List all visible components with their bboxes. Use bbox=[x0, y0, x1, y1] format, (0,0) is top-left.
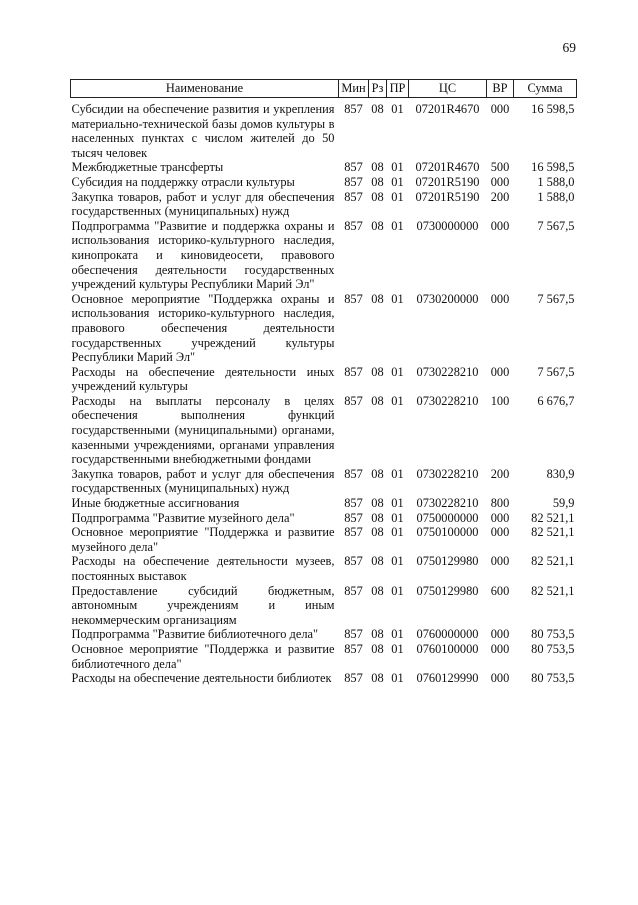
cell-cs: 0760000000 bbox=[416, 627, 479, 642]
cell-min: 857 bbox=[344, 160, 363, 175]
cell-pr: 01 bbox=[391, 627, 404, 642]
cell-min: 857 bbox=[344, 393, 363, 408]
cell-sum: 1 588,0 bbox=[537, 189, 575, 204]
cell-name: Основное мероприятие "Поддержка и развитие библиотечного дела" bbox=[71, 641, 335, 671]
cell-vr: 000 bbox=[490, 627, 510, 642]
cell-pr: 01 bbox=[391, 510, 404, 525]
cell-pr: 01 bbox=[391, 102, 404, 116]
cell-min: 857 bbox=[344, 364, 363, 379]
cell-pr: 01 bbox=[391, 218, 404, 233]
cell-pr: 01 bbox=[391, 641, 404, 656]
cell-pr: 01 bbox=[391, 174, 404, 189]
cell-rz: 08 bbox=[371, 393, 384, 408]
cell-name: Подпрограмма "Развитие музейного дела" bbox=[71, 510, 295, 525]
table-row bbox=[71, 190, 577, 219]
cell-pr: 01 bbox=[391, 671, 404, 686]
cell-min: 857 bbox=[344, 189, 363, 204]
table-row bbox=[71, 584, 577, 628]
cell-sum: 80 753,5 bbox=[531, 641, 575, 656]
cell-pr: 01 bbox=[391, 466, 404, 481]
cell-name: Подпрограмма "Развитие библиотечного дела" bbox=[71, 627, 319, 642]
header-rz: Рз bbox=[369, 80, 387, 98]
cell-min: 857 bbox=[344, 554, 363, 569]
cell-name: Расходы на обеспечение деятельности музеев, постоянных выставок bbox=[71, 554, 335, 583]
cell-pr: 01 bbox=[391, 393, 404, 408]
cell-vr: 800 bbox=[490, 496, 510, 511]
cell-name: Субсидии на обеспечение развития и укрепления материально-технической базы домов культуры в населенных пунктах с числом жителей до 50 тысяч человек bbox=[71, 102, 335, 160]
cell-name: Закупка товаров, работ и услуг для обеспечения государственных (муниципальных) нужд bbox=[71, 466, 335, 496]
cell-sum: 7 567,5 bbox=[537, 218, 575, 233]
header-pr: ПР bbox=[387, 80, 409, 98]
cell-sum: 16 598,5 bbox=[531, 160, 575, 175]
header-name: Наименование bbox=[71, 80, 339, 98]
cell-name: Субсидия на поддержку отрасли культуры bbox=[71, 174, 295, 189]
header-min: Мин bbox=[339, 80, 369, 98]
table-row bbox=[71, 671, 577, 686]
cell-cs: 0730228210 bbox=[416, 466, 479, 481]
cell-rz: 08 bbox=[371, 160, 384, 175]
cell-vr: 200 bbox=[490, 466, 510, 481]
table-row bbox=[71, 160, 577, 175]
cell-pr: 01 bbox=[391, 496, 404, 511]
cell-vr: 500 bbox=[490, 160, 510, 175]
cell-cs: 07201R4670 bbox=[415, 102, 480, 116]
cell-vr: 000 bbox=[490, 364, 510, 379]
table-row bbox=[71, 627, 577, 642]
cell-vr: 000 bbox=[490, 525, 510, 540]
cell-rz: 08 bbox=[371, 525, 384, 540]
cell-sum: 80 753,5 bbox=[531, 627, 575, 642]
cell-sum: 7 567,5 bbox=[537, 291, 575, 306]
table-row bbox=[71, 98, 577, 161]
cell-rz: 08 bbox=[371, 466, 384, 481]
cell-sum: 59,9 bbox=[552, 496, 575, 511]
cell-min: 857 bbox=[344, 641, 363, 656]
cell-cs: 0730228210 bbox=[416, 364, 479, 379]
cell-min: 857 bbox=[344, 671, 363, 686]
cell-rz: 08 bbox=[371, 102, 384, 116]
cell-name: Расходы на обеспечение деятельности иных учреждений культуры bbox=[71, 364, 335, 394]
cell-sum: 7 567,5 bbox=[537, 364, 575, 379]
cell-pr: 01 bbox=[391, 291, 404, 306]
cell-vr: 100 bbox=[490, 393, 510, 408]
cell-rz: 08 bbox=[371, 554, 384, 569]
cell-sum: 16 598,5 bbox=[531, 102, 575, 116]
table-row bbox=[71, 496, 577, 511]
cell-rz: 08 bbox=[371, 364, 384, 379]
table-row bbox=[71, 219, 577, 292]
cell-pr: 01 bbox=[391, 364, 404, 379]
table-row bbox=[71, 292, 577, 365]
cell-vr: 000 bbox=[490, 218, 510, 233]
cell-pr: 01 bbox=[391, 525, 404, 540]
page-number: 69 bbox=[562, 40, 576, 55]
table-row bbox=[71, 467, 577, 496]
cell-cs: 0730228210 bbox=[416, 496, 479, 511]
cell-name: Подпрограмма "Развитие и поддержка охраны и использования историко-культурного наследия, кинопроката и киновидеосети, правового обеспечения деятельности государственных учреждений культуры Республики Марий Эл" bbox=[71, 218, 335, 292]
cell-vr: 600 bbox=[490, 583, 510, 598]
cell-cs: 07201R5190 bbox=[415, 174, 480, 189]
cell-vr: 000 bbox=[490, 554, 510, 569]
cell-sum: 80 753,5 bbox=[531, 671, 575, 686]
cell-sum: 6 676,7 bbox=[537, 393, 575, 408]
cell-cs: 0760129990 bbox=[416, 671, 479, 686]
cell-min: 857 bbox=[344, 102, 363, 116]
cell-rz: 08 bbox=[371, 291, 384, 306]
table-body bbox=[71, 98, 577, 686]
cell-pr: 01 bbox=[391, 189, 404, 204]
cell-cs: 0730200000 bbox=[416, 291, 479, 306]
cell-min: 857 bbox=[344, 291, 363, 306]
cell-name: Основное мероприятие "Поддержка и развитие музейного дела" bbox=[71, 525, 335, 554]
cell-vr: 000 bbox=[490, 641, 510, 656]
table-header bbox=[71, 80, 577, 98]
cell-cs: 0730228210 bbox=[416, 393, 479, 408]
cell-rz: 08 bbox=[371, 510, 384, 525]
table-row bbox=[71, 554, 577, 583]
cell-sum: 82 521,1 bbox=[531, 525, 575, 540]
cell-pr: 01 bbox=[391, 160, 404, 175]
cell-vr: 000 bbox=[490, 102, 510, 116]
cell-min: 857 bbox=[344, 174, 363, 189]
cell-cs: 0750000000 bbox=[416, 510, 479, 525]
header-cs: ЦС bbox=[409, 80, 487, 98]
cell-vr: 000 bbox=[490, 291, 510, 306]
cell-cs: 07201R4670 bbox=[415, 160, 480, 175]
cell-sum: 82 521,1 bbox=[531, 510, 575, 525]
cell-rz: 08 bbox=[371, 671, 384, 686]
cell-sum: 82 521,1 bbox=[531, 583, 575, 598]
cell-name: Расходы на обеспечение деятельности библиотек bbox=[71, 671, 332, 686]
cell-vr: 000 bbox=[490, 510, 510, 525]
cell-pr: 01 bbox=[391, 554, 404, 569]
cell-name: Межбюджетные трансферты bbox=[71, 160, 224, 175]
cell-sum: 82 521,1 bbox=[531, 554, 575, 569]
cell-cs: 0750100000 bbox=[416, 525, 479, 540]
cell-min: 857 bbox=[344, 525, 363, 540]
cell-min: 857 bbox=[344, 466, 363, 481]
table-row bbox=[71, 365, 577, 394]
cell-min: 857 bbox=[344, 218, 363, 233]
cell-min: 857 bbox=[344, 496, 363, 511]
table-row bbox=[71, 642, 577, 671]
cell-name: Предоставление субсидий бюджетным, автономным учреждениям и иным некоммерческим организациям bbox=[71, 583, 335, 627]
cell-cs: 07201R5190 bbox=[415, 189, 480, 204]
cell-cs: 0750129980 bbox=[416, 583, 479, 598]
header-sum: Сумма bbox=[514, 80, 577, 98]
cell-name: Основное мероприятие "Поддержка охраны и использования историко-культурного наследия, правового обеспечения деятельности государственных учреждений культуры Республики Марий Эл" bbox=[71, 291, 335, 365]
cell-vr: 200 bbox=[490, 189, 510, 204]
table-row bbox=[71, 525, 577, 554]
cell-rz: 08 bbox=[371, 641, 384, 656]
cell-cs: 0750129980 bbox=[416, 554, 479, 569]
cell-cs: 0730000000 bbox=[416, 218, 479, 233]
cell-vr: 000 bbox=[490, 671, 510, 686]
cell-rz: 08 bbox=[371, 218, 384, 233]
table-row bbox=[71, 175, 577, 190]
table-row bbox=[71, 394, 577, 467]
budget-table bbox=[70, 79, 577, 686]
cell-rz: 08 bbox=[371, 189, 384, 204]
cell-rz: 08 bbox=[371, 496, 384, 511]
cell-min: 857 bbox=[344, 510, 363, 525]
cell-sum: 1 588,0 bbox=[537, 174, 575, 189]
cell-vr: 000 bbox=[490, 174, 510, 189]
cell-cs: 0760100000 bbox=[416, 641, 479, 656]
cell-min: 857 bbox=[344, 583, 363, 598]
cell-pr: 01 bbox=[391, 583, 404, 598]
cell-rz: 08 bbox=[371, 583, 384, 598]
cell-name: Иные бюджетные ассигнования bbox=[71, 496, 240, 511]
cell-rz: 08 bbox=[371, 627, 384, 642]
header-vr: ВР bbox=[487, 80, 514, 98]
table-row bbox=[71, 511, 577, 526]
cell-sum: 830,9 bbox=[546, 466, 575, 481]
cell-name: Расходы на выплаты персоналу в целях обеспечения выполнения функций государственными (муниципальными) органами, казенными учреждениями, органами управления государственными внебюджетными фондами bbox=[71, 393, 335, 467]
cell-rz: 08 bbox=[371, 174, 384, 189]
cell-name: Закупка товаров, работ и услуг для обеспечения государственных (муниципальных) нужд bbox=[71, 189, 335, 219]
cell-min: 857 bbox=[344, 627, 363, 642]
